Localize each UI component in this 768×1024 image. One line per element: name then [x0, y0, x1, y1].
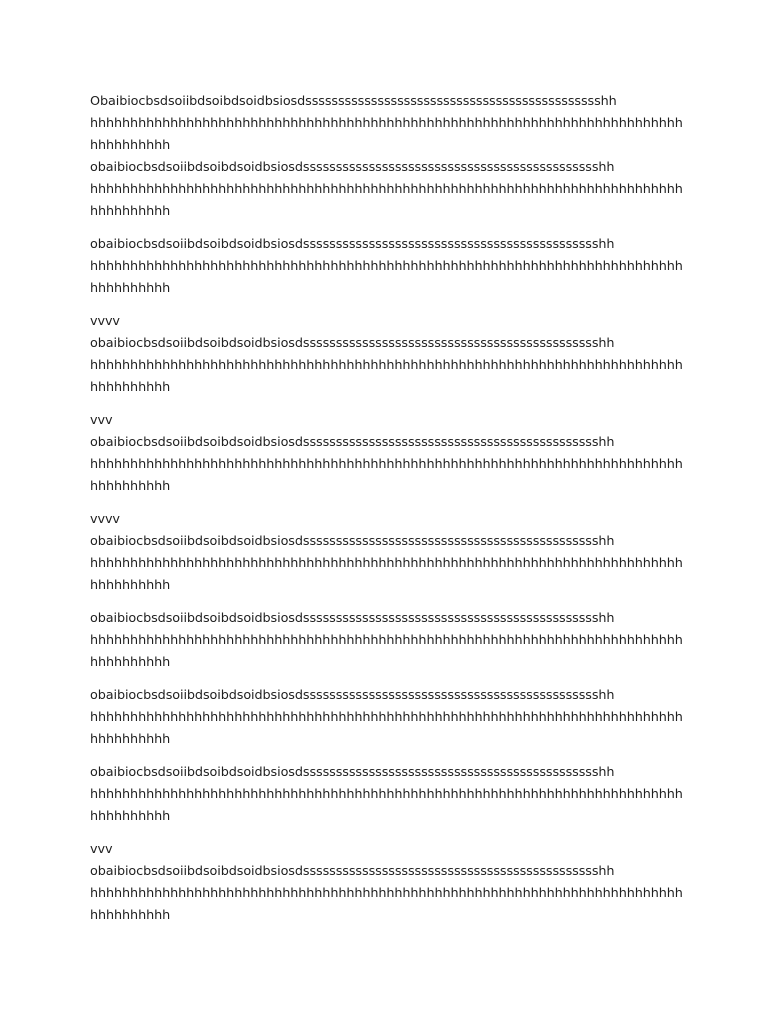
text-line: hhhhhhhhhh	[90, 655, 171, 670]
text-line: hhhhhhhhhhhhhhhhhhhhhhhhhhhhhhhhhhhhhhhhhhhhhhhhhhhhhhhhhhhhhhhhhhhhhhhhhh	[90, 556, 683, 571]
text-line: obaibiocbsdsoiibdsoibdsoidbsiosdssssssssssssssssssssssssssssssssssssssssssssshh	[90, 765, 615, 780]
text-line: obaibiocbsdsoiibdsoibdsoidbsiosdssssssssssssssssssssssssssssssssssssssssssssshh	[90, 237, 615, 252]
text-line: vvv	[90, 842, 113, 857]
text-line: obaibiocbsdsoiibdsoibdsoidbsiosdssssssssssssssssssssssssssssssssssssssssssssshh	[90, 435, 615, 450]
text-line: obaibiocbsdsoiibdsoibdsoidbsiosdssssssssssssssssssssssssssssssssssssssssssssshh	[90, 336, 615, 351]
paragraph-6	[90, 608, 690, 674]
text-line: Obaibiocbsdsoiibdsoibdsoidbsiosdssssssssssssssssssssssssssssssssssssssssssssshh	[90, 94, 617, 109]
text-line: hhhhhhhhhh	[90, 138, 171, 153]
text-line: vvvv	[90, 512, 120, 527]
text-line: hhhhhhhhhhhhhhhhhhhhhhhhhhhhhhhhhhhhhhhhhhhhhhhhhhhhhhhhhhhhhhhhhhhhhhhhhh	[90, 710, 683, 725]
paragraph-9	[90, 839, 690, 927]
text-line: hhhhhhhhhhhhhhhhhhhhhhhhhhhhhhhhhhhhhhhhhhhhhhhhhhhhhhhhhhhhhhhhhhhhhhhhhh	[90, 886, 683, 901]
text-line: hhhhhhhhhhhhhhhhhhhhhhhhhhhhhhhhhhhhhhhhhhhhhhhhhhhhhhhhhhhhhhhhhhhhhhhhhh	[90, 457, 683, 472]
paragraph-8	[90, 762, 690, 828]
text-line: obaibiocbsdsoiibdsoibdsoidbsiosdssssssssssssssssssssssssssssssssssssssssssssshh	[90, 688, 615, 703]
text-line: vvvv	[90, 314, 120, 329]
text-line: obaibiocbsdsoiibdsoibdsoidbsiosdssssssssssssssssssssssssssssssssssssssssssssshh	[90, 534, 615, 549]
paragraph-3	[90, 311, 690, 399]
text-line: obaibiocbsdsoiibdsoibdsoidbsiosdssssssssssssssssssssssssssssssssssssssssssssshh	[90, 864, 615, 879]
text-line: hhhhhhhhhh	[90, 204, 171, 219]
text-line: hhhhhhhhhhhhhhhhhhhhhhhhhhhhhhhhhhhhhhhhhhhhhhhhhhhhhhhhhhhhhhhhhhhhhhhhhh	[90, 633, 683, 648]
paragraph-5	[90, 509, 690, 597]
text-line: hhhhhhhhhh	[90, 732, 171, 747]
text-line: vvv	[90, 413, 113, 428]
text-line: hhhhhhhhhhhhhhhhhhhhhhhhhhhhhhhhhhhhhhhhhhhhhhhhhhhhhhhhhhhhhhhhhhhhhhhhhh	[90, 116, 683, 131]
text-line: hhhhhhhhhhhhhhhhhhhhhhhhhhhhhhhhhhhhhhhhhhhhhhhhhhhhhhhhhhhhhhhhhhhhhhhhhh	[90, 182, 683, 197]
paragraph-2	[90, 234, 690, 300]
text-line: hhhhhhhhhh	[90, 809, 171, 824]
text-line: hhhhhhhhhh	[90, 908, 171, 923]
text-line: obaibiocbsdsoiibdsoibdsoidbsiosdssssssssssssssssssssssssssssssssssssssssssssshh	[90, 160, 615, 175]
text-line: hhhhhhhhhhhhhhhhhhhhhhhhhhhhhhhhhhhhhhhhhhhhhhhhhhhhhhhhhhhhhhhhhhhhhhhhhh	[90, 787, 683, 802]
text-line: hhhhhhhhhh	[90, 479, 171, 494]
document-page	[90, 91, 690, 938]
text-line: hhhhhhhhhhhhhhhhhhhhhhhhhhhhhhhhhhhhhhhhhhhhhhhhhhhhhhhhhhhhhhhhhhhhhhhhhh	[90, 259, 683, 274]
paragraph-7	[90, 685, 690, 751]
paragraph-1	[90, 91, 690, 223]
text-line: hhhhhhhhhhhhhhhhhhhhhhhhhhhhhhhhhhhhhhhhhhhhhhhhhhhhhhhhhhhhhhhhhhhhhhhhhh	[90, 358, 683, 373]
text-line: obaibiocbsdsoiibdsoibdsoidbsiosdssssssssssssssssssssssssssssssssssssssssssssshh	[90, 611, 615, 626]
text-line: hhhhhhhhhh	[90, 281, 171, 296]
text-line: hhhhhhhhhh	[90, 578, 171, 593]
paragraph-4	[90, 410, 690, 498]
text-line: hhhhhhhhhh	[90, 380, 171, 395]
